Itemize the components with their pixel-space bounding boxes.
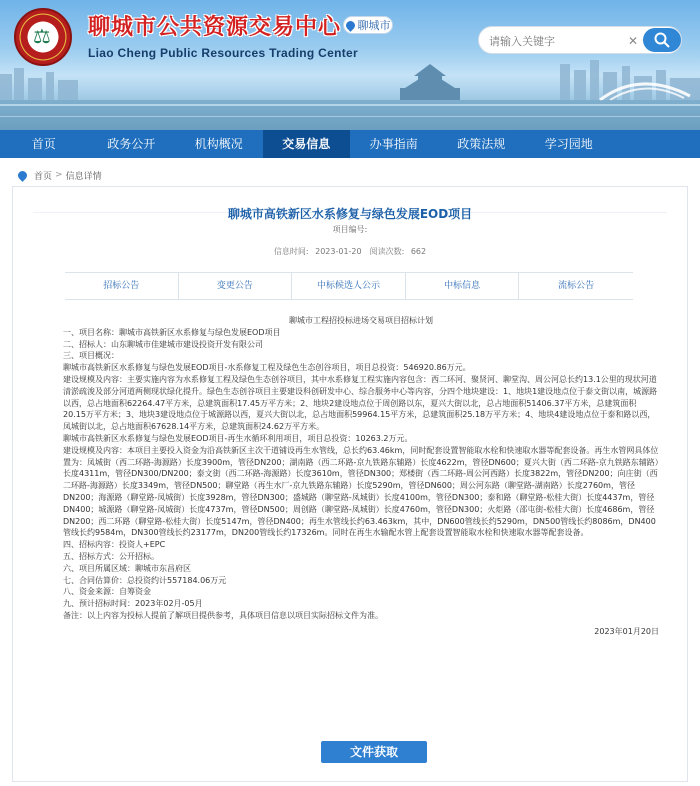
site-header — [0, 0, 700, 130]
nav-item-trading-info[interactable]: 交易信息 — [263, 130, 351, 158]
location-pin-icon — [16, 169, 29, 182]
breadcrumb-separator: > — [55, 170, 63, 180]
nav-item-organization[interactable]: 机构概况 — [194, 137, 243, 151]
search-input[interactable] — [489, 31, 619, 51]
body-paragraph: 一、项目名称：聊城市高铁新区水系修复与绿色发展EOD项目 — [63, 327, 281, 337]
breadcrumb-home[interactable]: 首页 — [34, 171, 53, 182]
file-download-button[interactable]: 文件获取 — [321, 741, 427, 763]
site-title[interactable]: 聊城市公共资源交易中心 — [88, 15, 342, 40]
tab-award-info[interactable]: 中标信息 — [406, 273, 520, 299]
site-subtitle: Liao Cheng Public Resources Trading Center — [88, 46, 358, 60]
article-meta: 信息时间: 2023-01-20 阅读次数: 662 — [273, 247, 427, 256]
body-heading: 聊城市工程招投标进场交易项目招标计划 — [289, 316, 433, 325]
body-paragraph: 七、合同估算价：总投资约计557184.06万元 — [63, 575, 227, 585]
content-panel — [12, 186, 688, 782]
nav-item-home[interactable]: 首页 — [31, 137, 56, 151]
breadcrumb — [18, 168, 102, 182]
nav-item-service-guide[interactable]: 办事指南 — [369, 137, 418, 151]
body-paragraph: 六、项目所属区域：聊城市东昌府区 — [63, 563, 191, 573]
nav-item-gov-affairs[interactable]: 政务公开 — [107, 137, 156, 151]
breadcrumb-current: 信息详情 — [65, 171, 102, 182]
body-paragraph: 三、项目概况： — [63, 351, 119, 361]
scale-icon: ⚖ — [33, 24, 51, 48]
body-paragraph: 五、招标方式：公开招标。 — [63, 551, 159, 561]
body-paragraph: 四、招标内容：投资人+EPC — [63, 540, 166, 550]
site-logo[interactable] — [14, 8, 72, 66]
search-button[interactable] — [643, 28, 681, 52]
article-body — [63, 315, 659, 638]
tab-candidate-publicity[interactable]: 中标候选人公示 — [292, 273, 406, 299]
location-pin-icon — [344, 19, 357, 32]
body-paragraph: 备注：以上内容为投标人提前了解项目提供参考，具体项目信息以项目实际招标文件为准。 — [63, 610, 383, 620]
tab-change-notice[interactable]: 变更公告 — [179, 273, 293, 299]
city-badge[interactable] — [343, 16, 393, 34]
notice-tabs — [65, 272, 633, 300]
project-number: 项目编号: — [332, 225, 368, 234]
search-icon — [654, 32, 670, 48]
body-paragraph: 聊城市高铁新区水系修复与绿色发展EOD项目-再生水循环利用项目，项目总投资：10263.2万元。 — [63, 433, 413, 443]
tab-tender-notice[interactable]: 招标公告 — [65, 273, 179, 299]
nav-item-policies[interactable]: 政策法规 — [457, 137, 506, 151]
body-paragraph: 聊城市高铁新区水系修复与绿色发展EOD项目-水系修复工程及绿色生态创谷项目，项目总投资：546920.86万元。 — [63, 363, 471, 373]
body-paragraph: 建设规模及内容：主要实施内容为水系修复工程及绿色生态创谷项目，其中水系修复工程实施内容包含：西二环河、聚贤河、聊堂沟、周公河总长约13.1公里的现状河道清淤疏浚及部分河道两侧现状绿化提升。绿色生态创谷项目主要建设科创研发中心、综合服务中心等内容，分四个地块建设：1、地块1建设地点位于泰文街以南，城源路以西，总占地面积62264.47平方米，总建筑面积17.45万平方米；2、地块2建设地点位于周创路以东，夏兴大街以北，总占地面积51406.37平方米，总建筑面积20.15万平方米；3、地块3建设地点位于城源路以西，夏兴大街以北，总占地面积59964.15平方米，总建筑面积25.18万平方米；4、地块4建设地点位于泰和路以西，凤城街以北，总占地面积67628.14平方米，总建筑面积24.62万平方米。 — [63, 374, 658, 432]
body-date: 2023年01月20日 — [594, 626, 659, 636]
body-paragraph: 二、招标人：山东聊城市佳建城市建设投资开发有限公司 — [63, 339, 263, 349]
main-nav — [0, 130, 700, 158]
article-title: 聊城市高铁新区水系修复与绿色发展EOD项目 — [227, 207, 473, 221]
body-paragraph: 八、资金来源：自筹资金 — [63, 587, 151, 597]
tab-failed-notice[interactable]: 流标公告 — [519, 273, 633, 299]
clear-icon[interactable]: ✕ — [627, 34, 639, 48]
search-box — [478, 26, 682, 54]
city-label: 聊城市 — [357, 19, 391, 32]
body-paragraph: 九、预计招标时间：2023年02月-05月 — [63, 599, 203, 609]
body-paragraph: 建设规模及内容：本项目主要投入资金为沿高铁新区主次干道铺设再生水管线，总长约63.46km，同时配套设置智能取水栓和快速取水器等配套设备。再生水管网具体位置为：凤城街（西二环路-海源路）长度3900m，管径DN200；湖南路（西二环路-京九铁路东辅路）长度4622m，管径DN600；夏兴大街（西二环路-京九铁路东辅路）长度4311m，管径DN300/DN200；泰文街（西二环路-海源路）长度3610m，管径DN300；郑楼街（西二环路-周公河西路）长度3822m，管径DN200；向庄街（西二环路-海源路）长度3349m，管径DN500；聊堂路（再生水厂-京九铁路东辅路）长度5290m，管径DN600；周公河东路（聊堂路-湖南路）长度2760m，管径DN200；海源路（聊堂路-凤城街）长度3928m，管径DN300；盛城路（聊堂路-凤城街）长度4100m，管径DN300；泰和路（聊堂路-松桂大街）长度4437m，管径DN400；城源路（聊堂路-凤城街）长度4737m，管径DN500；周创路（聊堂路-凤城街）长度4760m，管径DN300；火炬路（邵屯街-松桂大街）长度4686m，管径DN200；西二环路（聊堂路-松桂大街）长度5147m，管径DN400；再生水管线长约63.463km，其中，DN600管线长约5290m，DN500管线长约8086m，DN400管线长约9584m，DN300管线长约23177m，DN200管线长约17326m。同时在再生水输配水管上配套设置智能取水栓和快速取水器等配套设备。 — [63, 445, 659, 538]
nav-item-learning[interactable]: 学习园地 — [544, 137, 593, 151]
